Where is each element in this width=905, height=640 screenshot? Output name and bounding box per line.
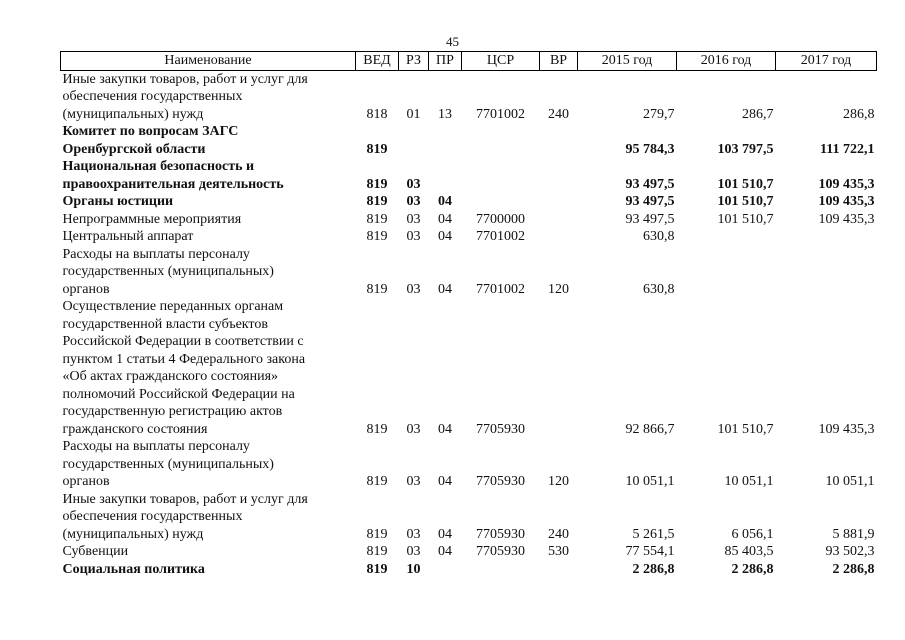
cell-vr: 240 [548,106,569,122]
table-row [61,211,877,229]
table-header-row [61,52,877,71]
cell-pr: 04 [438,229,452,244]
cell-vr: 120 [548,474,569,489]
cell-pr [429,561,462,579]
cell-csr [462,193,540,211]
header-rz: РЗ [399,52,429,71]
cell-2016: 101 510,7 [717,176,774,192]
budget-table [60,51,877,578]
table-body [61,70,877,578]
name-line: (муниципальных) нужд [62,106,204,122]
table-row [61,543,877,561]
cell-csr: 7701002 [476,229,525,244]
name-line: Российской Федерации в соответствии с [62,334,304,349]
cell-rz: 03 [406,544,421,559]
cell-2016: 85 403,5 [724,544,774,559]
cell-ved: 819 [366,474,388,489]
cell-ved: 819 [366,211,388,227]
name-line: Комитет по вопросам ЗАГС [62,124,239,139]
header-pr: ПР [429,52,462,71]
cell-2015: 77 554,1 [625,544,675,559]
header-2015: 2015 год [578,52,677,71]
header-name: Наименование [61,52,356,71]
table-row [61,70,877,123]
cell-2017: 109 435,3 [818,194,875,209]
cell-vr: 530 [548,544,569,559]
name-line: обеспечения государственных [62,509,243,524]
name-line: обеспечения государственных [62,89,243,104]
cell-2017: 286,8 [843,106,875,122]
cell-rz: 03 [406,421,421,437]
cell-2015: 630,8 [643,281,675,297]
cell-2016: 286,7 [742,106,774,122]
cell-vr [540,561,578,579]
name-line: государственной власти субъектов [62,316,268,332]
cell-2015: 93 497,5 [625,194,675,209]
table-row [61,158,877,193]
cell-rz: 03 [406,474,421,489]
cell-pr: 04 [438,194,452,209]
header-vr: ВР [540,52,578,71]
cell-pr [429,158,462,193]
name-line: Социальная политика [62,561,205,577]
cell-2017: 111 722,1 [820,141,875,157]
cell-csr [462,561,540,579]
cell-vr [540,228,578,246]
cell-name [61,491,356,544]
cell-rz [399,123,429,158]
header-2017: 2017 год [776,52,877,71]
table-row [61,246,877,299]
cell-rz: 10 [406,561,421,577]
cell-ved: 819 [366,194,388,209]
cell-2015: 95 784,3 [625,141,675,157]
cell-vr: 240 [548,526,569,542]
cell-2016 [677,246,776,299]
cell-name [61,438,356,491]
cell-2017: 109 435,3 [818,421,875,437]
cell-vr [540,298,578,438]
name-line: полномочий Российской Федерации на [62,386,295,402]
name-line: Осуществление переданных органам [62,299,284,314]
cell-ved: 819 [366,281,388,297]
cell-name [61,211,356,229]
cell-ved: 818 [366,106,388,122]
header-csr: ЦСР [462,52,540,71]
cell-2015: 630,8 [643,229,675,244]
cell-rz: 03 [406,526,421,542]
cell-2017 [776,228,877,246]
table-row [61,228,877,246]
name-line: государственную регистрацию актов [62,404,283,419]
cell-csr: 7705930 [476,526,525,542]
name-line: гражданского состояния [62,421,208,437]
cell-pr: 04 [438,544,452,559]
cell-pr: 04 [438,526,452,542]
name-line: Иные закупки товаров, работ и услуг для [62,71,308,87]
cell-ved: 819 [366,526,388,542]
cell-rz: 01 [406,106,421,122]
cell-csr [462,123,540,158]
cell-2016: 103 797,5 [717,141,774,157]
cell-2015: 92 866,7 [625,421,675,437]
cell-2016 [677,228,776,246]
cell-csr [462,158,540,193]
name-line: Органы юстиции [62,194,174,209]
cell-2017: 2 286,8 [832,561,875,577]
header-ved: ВЕД [356,52,399,71]
cell-2016: 101 510,7 [717,421,774,437]
cell-2015: 93 497,5 [625,211,675,227]
cell-csr: 7705930 [476,544,525,559]
cell-2015: 279,7 [643,106,675,122]
cell-vr [540,193,578,211]
table-row [61,193,877,211]
cell-vr [540,158,578,193]
cell-vr [540,211,578,229]
cell-2016: 6 056,1 [731,526,774,542]
table-row [61,298,877,438]
cell-rz: 03 [406,176,421,192]
cell-name [61,158,356,193]
cell-csr: 7701002 [476,281,525,297]
cell-2016: 2 286,8 [731,561,774,577]
name-line: пунктом 1 статьи 4 Федерального закона [62,351,306,367]
cell-ved: 819 [366,141,388,157]
cell-2015: 5 261,5 [632,526,675,542]
cell-name [61,228,356,246]
cell-ved: 819 [366,421,388,437]
name-line: Иные закупки товаров, работ и услуг для [62,491,308,507]
cell-pr [429,123,462,158]
name-line: Национальная безопасность и [62,159,255,174]
table-row [61,123,877,158]
cell-2016: 101 510,7 [717,194,774,209]
cell-csr: 7705930 [476,421,525,437]
name-line: государственных (муниципальных) [62,456,274,472]
cell-pr: 04 [438,281,452,297]
cell-pr: 04 [438,211,452,227]
name-line: Субвенции [62,544,129,559]
table-row [61,491,877,544]
cell-vr [540,123,578,158]
cell-csr: 7701002 [476,106,525,122]
cell-2017: 109 435,3 [818,211,875,227]
cell-csr: 7705930 [476,474,525,489]
table-row [61,561,877,579]
cell-ved: 819 [366,544,388,559]
cell-2017 [776,246,877,299]
cell-ved: 819 [366,176,388,192]
name-line: органов [62,474,110,489]
name-line: (муниципальных) нужд [62,526,204,542]
cell-rz: 03 [406,229,421,244]
cell-2017: 109 435,3 [818,176,875,192]
name-line: Расходы на выплаты персоналу [62,246,250,262]
name-line: правоохранительная деятельность [62,176,284,192]
cell-2017: 5 881,9 [832,526,875,542]
name-line: государственных (муниципальных) [62,264,274,279]
cell-2017: 10 051,1 [825,474,875,489]
cell-ved: 819 [366,229,388,244]
cell-vr: 120 [548,281,569,297]
cell-csr: 7700000 [476,211,525,227]
cell-name [61,246,356,299]
cell-name [61,70,356,123]
cell-pr: 13 [438,106,452,122]
cell-2017: 93 502,3 [825,544,875,559]
cell-rz: 03 [406,211,421,227]
cell-pr: 04 [438,474,452,489]
cell-ved: 819 [366,561,388,577]
table-row [61,438,877,491]
cell-rz: 03 [406,281,421,297]
cell-name [61,193,356,211]
cell-2016: 101 510,7 [717,211,774,227]
cell-2016: 10 051,1 [724,474,774,489]
cell-pr: 04 [438,421,452,437]
name-line: Оренбургской области [62,141,206,157]
cell-2015: 2 286,8 [632,561,675,577]
name-line: органов [62,281,110,297]
cell-name [61,298,356,438]
name-line: «Об актах гражданского состояния» [62,369,279,384]
page-number: 45 [446,34,459,49]
cell-rz: 03 [406,194,421,209]
cell-2015: 10 051,1 [625,474,675,489]
name-line: Расходы на выплаты персоналу [62,439,250,454]
cell-name [61,543,356,561]
header-2016: 2016 год [677,52,776,71]
name-line: Непрограммные мероприятия [62,211,242,227]
name-line: Центральный аппарат [62,229,194,244]
cell-name [61,561,356,579]
cell-name [61,123,356,158]
cell-2015: 93 497,5 [625,176,675,192]
